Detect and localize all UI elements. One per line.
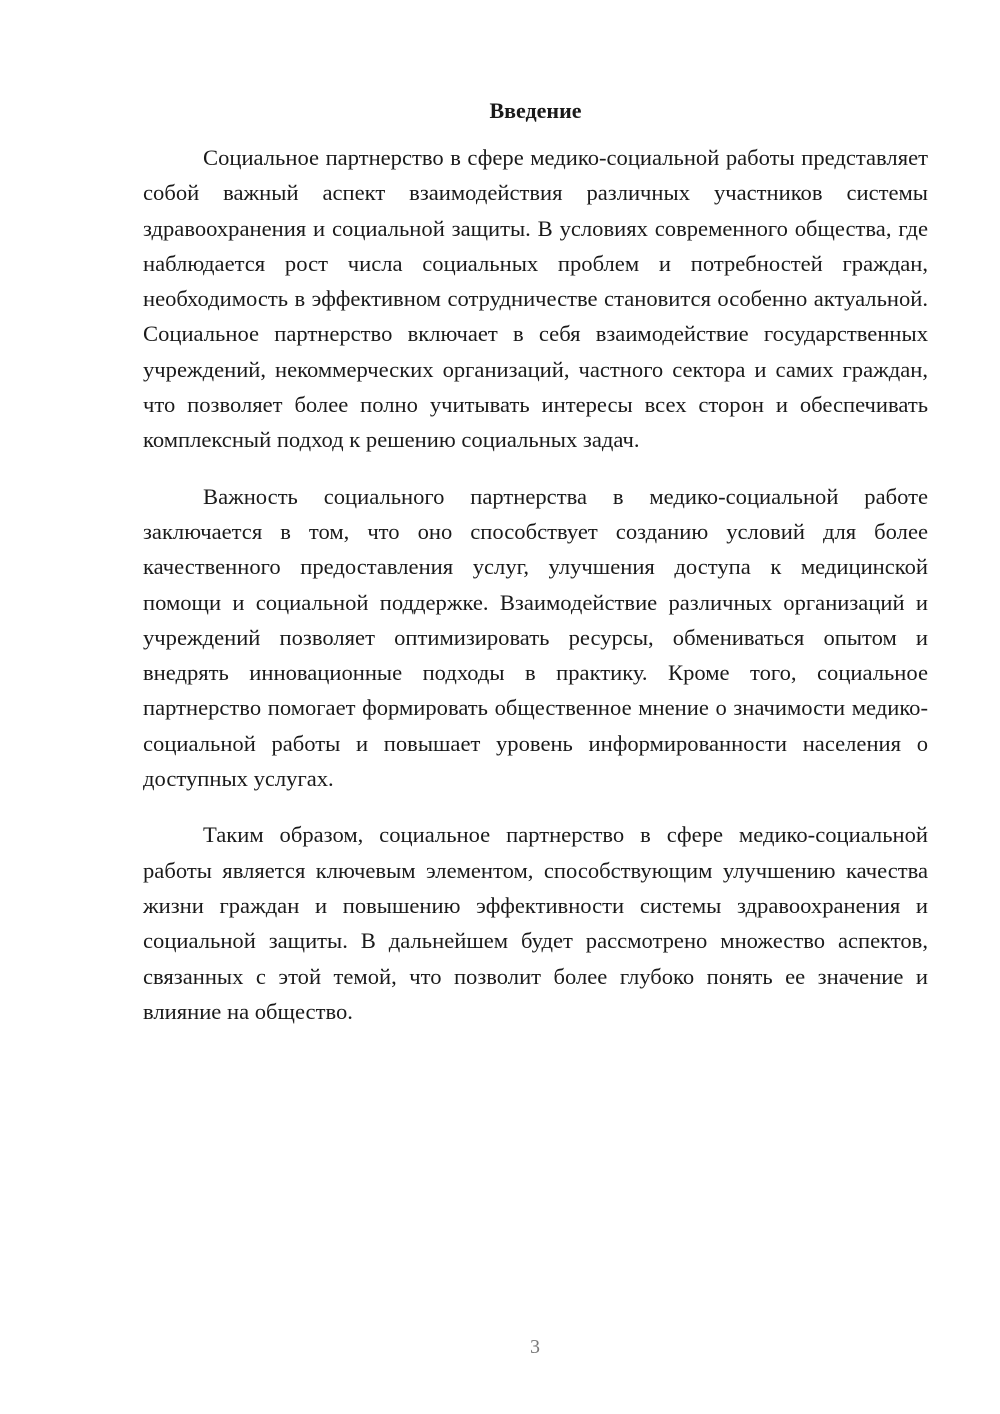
paragraph-3: Таким образом, социальное партнерство в сфере медико-социальной работы является ключевым элементом, способствующим улучшению качества жизни граждан и повышению эффективности системы здравоохранения и социальной защиты. В дальнейшем будет рассмотрено множество аспектов, связанных с этой темой, что позволит более глубоко понять ее значение и влияние на общество. xyxy=(143,822,928,1024)
paragraph-2: Важность социального партнерства в медико-социальной работе заключается в том, что оно способствует созданию условий для более качественного предоставления услуг, улучшения доступа к медицинской помощи и социальной поддержке. Взаимодействие различных организаций и учреждений позволяет оптимизировать ресурсы, обмениваться опытом и внедрять инновационные подходы в практику. Кроме того, социальное партнерство помогает формировать общественное мнение о значимости медико-социальной работы и повышает уровень информированности населения о доступных услугах. xyxy=(143,483,928,792)
paragraph-1: Социальное партнерство в сфере медико-социальной работы представляет собой важный аспект взаимодействия различных участников системы здравоохранения и социальной защиты. В условиях современного общества, где наблюдается рост числа социальных проблем и потребностей граждан, необходимость в эффективном сотрудничестве становится особенно актуальной. Социальное партнерство включает в себя взаимодействие государственных учреждений, некоммерческих организаций, частного сектора и самих граждан, что позволяет более полно учитывать интересы всех сторон и обеспечивать комплексный подход к решению социальных задач. xyxy=(143,145,928,453)
section-heading: Введение xyxy=(489,98,582,123)
page-content xyxy=(143,94,928,1050)
page-number: 3 xyxy=(530,1336,540,1358)
